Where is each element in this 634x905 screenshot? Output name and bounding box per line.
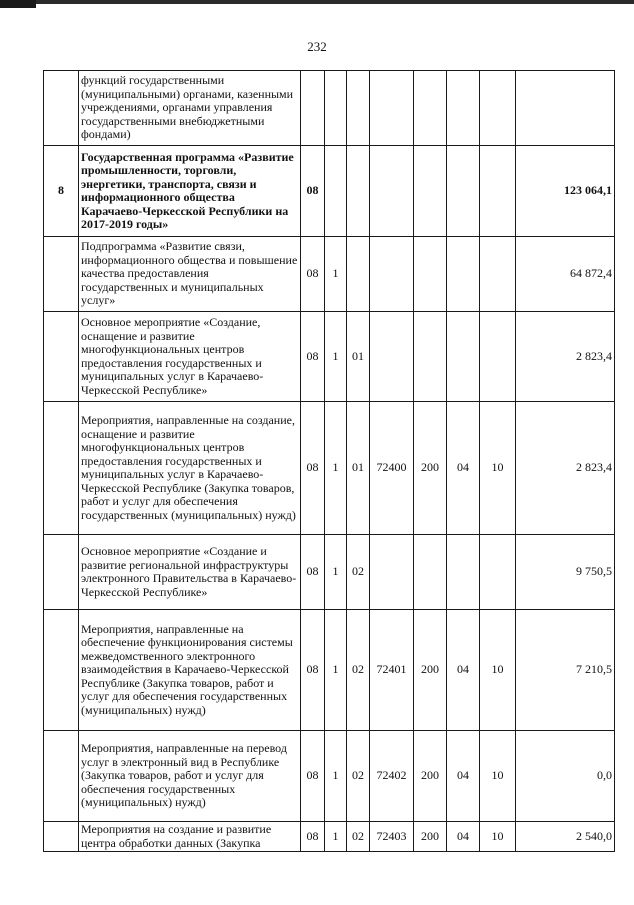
target-article-code: 72400	[370, 402, 414, 535]
subsection-code	[347, 71, 370, 146]
target-article-code: 72403	[370, 822, 414, 852]
budget-section-code: 04	[447, 731, 480, 822]
budget-section-code	[447, 535, 480, 610]
target-article-code: 72401	[370, 610, 414, 731]
budget-subsection-code	[480, 535, 516, 610]
budget-subsection-code	[480, 237, 516, 312]
budget-subsection-code: 10	[480, 731, 516, 822]
subsection-code: 02	[347, 822, 370, 852]
budget-section-code	[447, 237, 480, 312]
row-amount: 64 872,4	[516, 237, 615, 312]
expense-type-code: 200	[414, 610, 447, 731]
row-number	[44, 71, 79, 146]
budget-subsection-code	[480, 71, 516, 146]
subsection-code: 02	[347, 610, 370, 731]
expense-type-code	[414, 237, 447, 312]
ministry-code	[301, 71, 325, 146]
row-description: Мероприятия, направленные на перевод услуг в электронный вид в Республике (Закупка товаров, работ и услуг для обеспечения государственных (муниципальных) нужд)	[79, 731, 301, 822]
row-amount: 0,0	[516, 731, 615, 822]
expense-type-code	[414, 535, 447, 610]
row-description: Мероприятия, направленные на создание, оснащение и развитие многофункциональных центров предоставления государственных и муниципальных услуг в Карачаево-Черкесской Республике (Закупка товаров, работ и услуг для обеспечения государственных (муниципальных) нужд)	[79, 402, 301, 535]
ministry-code: 08	[301, 610, 325, 731]
target-article-code	[370, 535, 414, 610]
subsection-code: 01	[347, 312, 370, 402]
table-row	[44, 731, 615, 822]
ministry-code: 08	[301, 535, 325, 610]
section-code: 1	[325, 312, 347, 402]
scan-corner-mark	[0, 0, 36, 8]
section-code	[325, 71, 347, 146]
table-row	[44, 71, 615, 146]
table-row	[44, 146, 615, 237]
section-code: 1	[325, 237, 347, 312]
row-description: Подпрограмма «Развитие связи, информационного общества и повышение качества предоставления государственных и муниципальных услуг»	[79, 237, 301, 312]
row-amount: 2 823,4	[516, 402, 615, 535]
row-description: Государственная программа «Развитие промышленности, торговли, энергетики, транспорта, связи и информационного общества Карачаево-Черкесской Республики на 2017-2019 годы»	[79, 146, 301, 237]
budget-section-code	[447, 146, 480, 237]
table-row	[44, 402, 615, 535]
section-code: 1	[325, 731, 347, 822]
row-amount: 2 540,0	[516, 822, 615, 852]
row-amount: 2 823,4	[516, 312, 615, 402]
page-number: 232	[307, 39, 327, 54]
table-row	[44, 822, 615, 852]
row-number	[44, 535, 79, 610]
ministry-code: 08	[301, 237, 325, 312]
ministry-code: 08	[301, 731, 325, 822]
budget-table	[43, 70, 615, 852]
section-code: 1	[325, 822, 347, 852]
scan-edge	[0, 0, 634, 4]
row-description: Мероприятия, направленные на обеспечение функционирования системы межведомственного электронного взаимодействия в Карачаево-Черкесской Республике (Закупка товаров, работ и услуг для обеспечения государственных (муниципальных) нужд)	[79, 610, 301, 731]
table-row	[44, 237, 615, 312]
row-amount: 9 750,5	[516, 535, 615, 610]
budget-section-code	[447, 71, 480, 146]
ministry-code: 08	[301, 312, 325, 402]
expense-type-code: 200	[414, 402, 447, 535]
section-code	[325, 146, 347, 237]
budget-subsection-code: 10	[480, 402, 516, 535]
budget-subsection-code: 10	[480, 822, 516, 852]
subsection-code	[347, 146, 370, 237]
row-number	[44, 312, 79, 402]
table-row	[44, 312, 615, 402]
budget-subsection-code	[480, 146, 516, 237]
target-article-code: 72402	[370, 731, 414, 822]
row-amount: 7 210,5	[516, 610, 615, 731]
row-description: Основное мероприятие «Создание, оснащение и развитие многофункциональных центров предоставления государственных и муниципальных услуг в Карачаево-Черкесской Республике»	[79, 312, 301, 402]
budget-subsection-code	[480, 312, 516, 402]
row-number	[44, 731, 79, 822]
expense-type-code: 200	[414, 731, 447, 822]
section-code: 1	[325, 610, 347, 731]
section-code: 1	[325, 402, 347, 535]
subsection-code	[347, 237, 370, 312]
row-number: 8	[44, 146, 79, 237]
expense-type-code	[414, 146, 447, 237]
budget-section-code: 04	[447, 822, 480, 852]
ministry-code: 08	[301, 146, 325, 237]
expense-type-code: 200	[414, 822, 447, 852]
row-number	[44, 237, 79, 312]
budget-section-code: 04	[447, 610, 480, 731]
budget-section-code: 04	[447, 402, 480, 535]
table-row	[44, 535, 615, 610]
budget-section-code	[447, 312, 480, 402]
target-article-code	[370, 237, 414, 312]
target-article-code	[370, 312, 414, 402]
subsection-code: 02	[347, 535, 370, 610]
row-description: Основное мероприятие «Создание и развитие региональной инфраструктуры электронного Правительства в Карачаево-Черкесской Республике»	[79, 535, 301, 610]
row-amount: 123 064,1	[516, 146, 615, 237]
ministry-code: 08	[301, 402, 325, 535]
row-amount	[516, 71, 615, 146]
budget-subsection-code: 10	[480, 610, 516, 731]
row-number	[44, 402, 79, 535]
expense-type-code	[414, 312, 447, 402]
row-description: Мероприятия на создание и развитие центра обработки данных (Закупка	[79, 822, 301, 852]
row-number	[44, 610, 79, 731]
target-article-code	[370, 71, 414, 146]
subsection-code: 01	[347, 402, 370, 535]
expense-type-code	[414, 71, 447, 146]
subsection-code: 02	[347, 731, 370, 822]
section-code: 1	[325, 535, 347, 610]
row-number	[44, 822, 79, 852]
target-article-code	[370, 146, 414, 237]
ministry-code: 08	[301, 822, 325, 852]
table-row	[44, 610, 615, 731]
row-description: функций государственными (муниципальными) органами, казенными учреждениями, органами управления государственными внебюджетными фондами)	[79, 71, 301, 146]
